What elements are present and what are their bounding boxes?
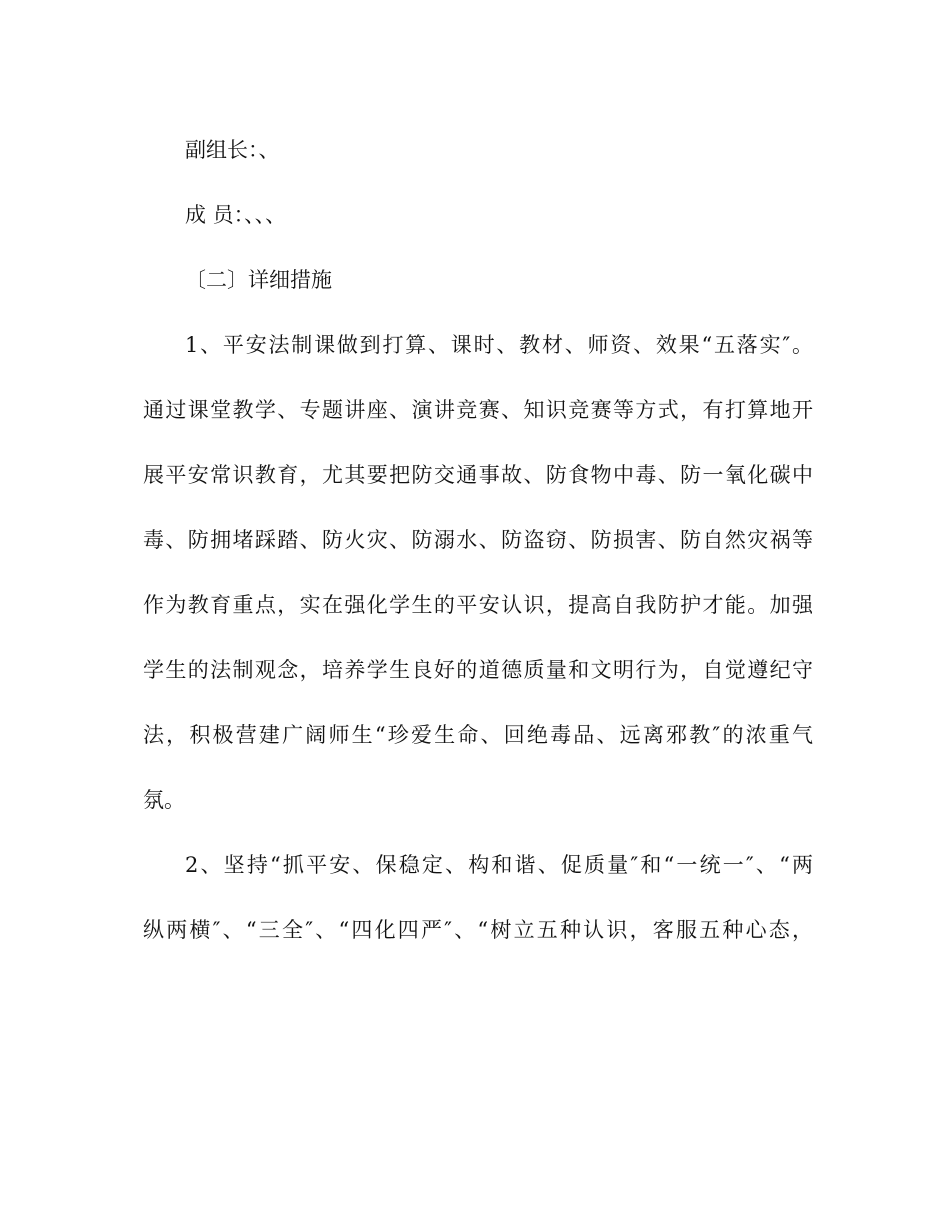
paragraph-1-line-6: 学生的法制观念，培养学生良好的道德质量和文明行为，自觉遵纪守 xyxy=(143,658,813,682)
paragraph-2-line-2: 纵两横″、“三全″、“四化四严″、“树立五种认识，客服五种心态， xyxy=(143,918,813,942)
paragraph-1-line-3: 展平安常识教育，尤其要把防交通事故、防食物中毒、防一氧化碳中 xyxy=(143,463,813,487)
section-heading: 〔二〕详细措施 xyxy=(185,268,332,292)
paragraph-1-line-1: 1、平安法制课做到打算、课时、教材、师资、效果“五落实″。 xyxy=(185,333,813,357)
paragraph-1-line-7: 法，积极营建广阔师生“珍爱生命、回绝毒品、远离邪教″的浓重气 xyxy=(143,723,813,747)
paragraph-1-line-5: 作为教育重点，实在强化学生的平安认识，提高自我防护才能。加强 xyxy=(143,593,813,617)
document-body xyxy=(143,138,813,942)
paragraph-1-line-2: 通过课堂教学、专题讲座、演讲竞赛、知识竞赛等方式，有打算地开 xyxy=(143,398,813,422)
members-line: 成 员：、、、 xyxy=(185,203,287,227)
deputy-leader-line: 副组长：、 xyxy=(185,138,280,162)
paragraph-1-line-4: 毒、防拥堵踩踏、防火灾、防溺水、防盗窃、防损害、防自然灾祸等 xyxy=(143,528,813,552)
paragraph-2-line-1: 2、坚持“抓平安、保稳定、构和谐、促质量″和“一统一″、“两 xyxy=(185,853,813,877)
paragraph-1-line-8: 氛。 xyxy=(143,788,185,812)
